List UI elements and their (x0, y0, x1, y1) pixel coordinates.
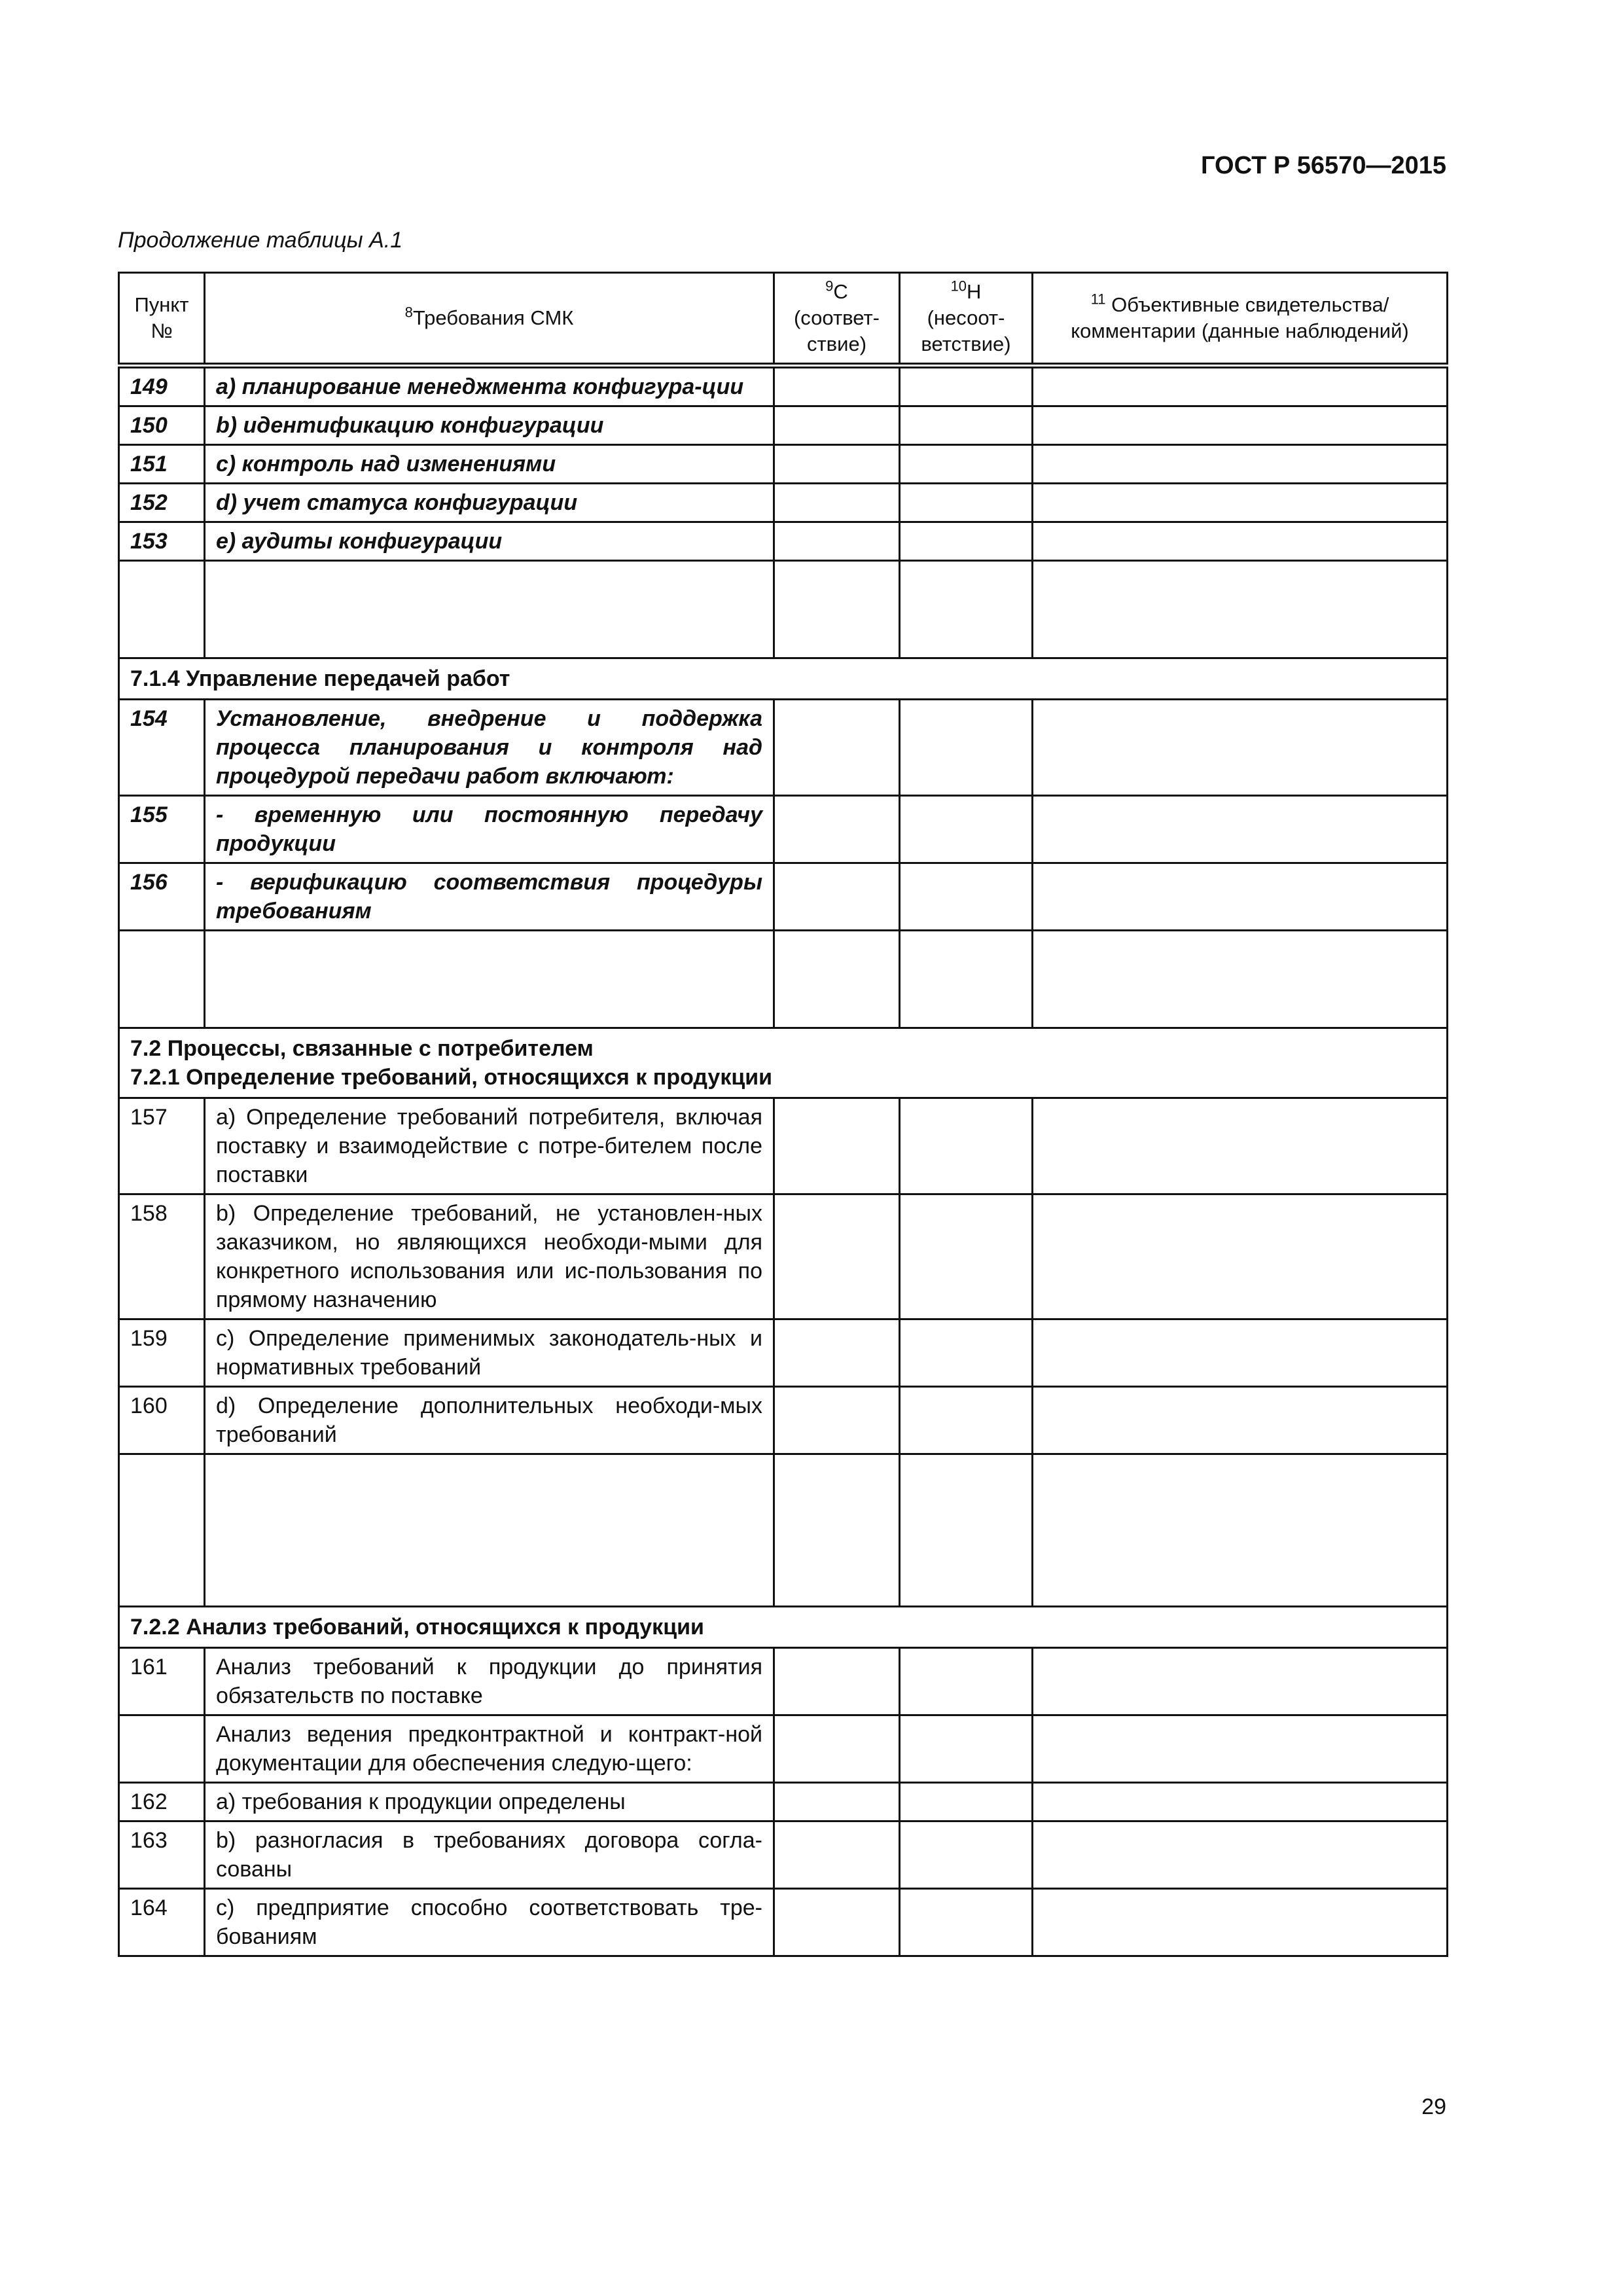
conformity-cell (774, 406, 900, 445)
conformity-cell (774, 1387, 900, 1454)
header-evidence-label: Объективные свидетельства/ комментарии (данные наблюдений) (1071, 293, 1409, 342)
evidence-cell (1033, 796, 1448, 863)
empty-cell (1033, 931, 1448, 1028)
empty-cell (900, 1454, 1033, 1607)
nonconformity-cell (900, 1387, 1033, 1454)
empty-cell (774, 931, 900, 1028)
item-number: 151 (119, 445, 205, 484)
nonconformity-cell (900, 863, 1033, 931)
header-conformity-letter: С (833, 280, 848, 303)
conformity-cell (774, 1319, 900, 1387)
nonconformity-cell (900, 484, 1033, 522)
table-row (119, 796, 1448, 863)
table-row (119, 522, 1448, 561)
table-row (119, 484, 1448, 522)
nonconformity-cell (900, 1715, 1033, 1783)
item-number (119, 1715, 205, 1783)
section-heading-row (119, 658, 1448, 700)
empty-cell (205, 1454, 774, 1607)
page-number: 29 (1421, 2094, 1446, 2119)
conformity-cell (774, 796, 900, 863)
table-body (119, 366, 1448, 1956)
conformity-cell (774, 1648, 900, 1715)
evidence-cell (1033, 1319, 1448, 1387)
blank-row (119, 561, 1448, 658)
conformity-cell (774, 1821, 900, 1889)
empty-cell (119, 561, 205, 658)
conformity-cell (774, 1098, 900, 1194)
nonconformity-cell (900, 1648, 1033, 1715)
evidence-cell (1033, 1648, 1448, 1715)
requirement-text: Анализ требований к продукции до принятия обязательств по поставке (205, 1648, 774, 1715)
empty-cell (1033, 1454, 1448, 1607)
nonconformity-cell (900, 1098, 1033, 1194)
evidence-cell (1033, 1889, 1448, 1956)
conformity-cell (774, 522, 900, 561)
nonconformity-cell (900, 445, 1033, 484)
section-heading-line: 7.2.2 Анализ требований, относящихся к продукции (130, 1615, 704, 1640)
nonconformity-cell (900, 796, 1033, 863)
header-requirements-label: Требования СМК (412, 306, 574, 329)
requirements-table (118, 272, 1448, 1957)
nonconformity-cell (900, 1194, 1033, 1319)
nonconformity-cell (900, 1889, 1033, 1956)
item-number: 154 (119, 700, 205, 796)
evidence-cell (1033, 1821, 1448, 1889)
table-row (119, 366, 1448, 406)
evidence-cell (1033, 1098, 1448, 1194)
conformity-cell (774, 1889, 900, 1956)
table-row (119, 1783, 1448, 1821)
section-heading-row (119, 1028, 1448, 1098)
empty-cell (900, 931, 1033, 1028)
item-number: 159 (119, 1319, 205, 1387)
header-nonconformity-letter: Н (967, 280, 982, 303)
item-number: 152 (119, 484, 205, 522)
requirement-text: Установление, внедрение и поддержка процесса планирования и контроля над процедурой передачи работ включают: (205, 700, 774, 796)
table-row (119, 1715, 1448, 1783)
table-row (119, 445, 1448, 484)
requirement-text: - верификацию соответствия процедуры требованиям (205, 863, 774, 931)
evidence-cell (1033, 700, 1448, 796)
nonconformity-cell (900, 522, 1033, 561)
item-number: 156 (119, 863, 205, 931)
section-heading (119, 658, 1448, 700)
conformity-cell (774, 484, 900, 522)
evidence-cell (1033, 1194, 1448, 1319)
evidence-cell (1033, 445, 1448, 484)
requirement-text: d) Определение дополнительных необходи-мых требований (205, 1387, 774, 1454)
conformity-cell (774, 1715, 900, 1783)
table-row (119, 1889, 1448, 1956)
table-row (119, 1387, 1448, 1454)
section-heading-line: 7.1.4 Управление передачей работ (130, 666, 510, 691)
evidence-cell (1033, 522, 1448, 561)
table-row (119, 406, 1448, 445)
table-row (119, 1648, 1448, 1715)
item-number: 149 (119, 366, 205, 406)
item-number: 162 (119, 1783, 205, 1821)
empty-cell (1033, 561, 1448, 658)
nonconformity-cell (900, 1319, 1033, 1387)
conformity-cell (774, 700, 900, 796)
evidence-cell (1033, 366, 1448, 406)
header-evidence (1033, 273, 1448, 366)
table-header-row (119, 273, 1448, 366)
table-row (119, 1821, 1448, 1889)
empty-cell (774, 561, 900, 658)
requirement-text: Анализ ведения предконтрактной и контракт-ной документации для обеспечения следую-щего: (205, 1715, 774, 1783)
section-heading-line: 7.2 Процессы, связанные с потребителем (130, 1036, 594, 1061)
conformity-cell (774, 1783, 900, 1821)
table-row (119, 700, 1448, 796)
nonconformity-cell (900, 700, 1033, 796)
item-number: 163 (119, 1821, 205, 1889)
blank-row (119, 1454, 1448, 1607)
header-item-number: Пункт № (119, 273, 205, 366)
header-nonconformity (900, 273, 1033, 366)
requirement-text: d) учет статуса конфигурации (205, 484, 774, 522)
evidence-cell (1033, 484, 1448, 522)
empty-cell (774, 1454, 900, 1607)
section-heading (119, 1607, 1448, 1648)
table-row (119, 1098, 1448, 1194)
evidence-cell (1033, 863, 1448, 931)
table-continuation-caption: Продолжение таблицы А.1 (118, 228, 403, 253)
empty-cell (900, 561, 1033, 658)
item-number: 150 (119, 406, 205, 445)
header-requirements (205, 273, 774, 366)
item-number: 157 (119, 1098, 205, 1194)
document-id: ГОСТ Р 56570—2015 (1201, 152, 1446, 179)
header-evidence-sup: 11 (1090, 291, 1106, 308)
section-heading-row (119, 1607, 1448, 1648)
header-nonconformity-text: (несоот-ветствие) (921, 306, 1011, 355)
nonconformity-cell (900, 1821, 1033, 1889)
header-conformity (774, 273, 900, 366)
requirement-text: e) аудиты конфигурации (205, 522, 774, 561)
section-heading (119, 1028, 1448, 1098)
requirement-text: c) контроль над изменениями (205, 445, 774, 484)
section-heading-line: 7.2.1 Определение требований, относящихся к продукции (130, 1065, 773, 1090)
header-conformity-sup: 9 (825, 278, 834, 295)
empty-cell (119, 931, 205, 1028)
evidence-cell (1033, 1783, 1448, 1821)
evidence-cell (1033, 406, 1448, 445)
item-number: 153 (119, 522, 205, 561)
nonconformity-cell (900, 1783, 1033, 1821)
empty-cell (205, 931, 774, 1028)
empty-cell (119, 1454, 205, 1607)
nonconformity-cell (900, 366, 1033, 406)
blank-row (119, 931, 1448, 1028)
requirement-text: c) предприятие способно соответствовать тре-бованиям (205, 1889, 774, 1956)
item-number: 160 (119, 1387, 205, 1454)
conformity-cell (774, 1194, 900, 1319)
header-requirements-sup: 8 (404, 304, 413, 321)
nonconformity-cell (900, 406, 1033, 445)
conformity-cell (774, 863, 900, 931)
header-conformity-text: (соответ-ствие) (793, 306, 880, 355)
item-number: 155 (119, 796, 205, 863)
item-number: 158 (119, 1194, 205, 1319)
requirement-text: a) Определение требований потребителя, включая поставку и взаимодействие с потре-бителем после поставки (205, 1098, 774, 1194)
header-nonconformity-sup: 10 (950, 278, 967, 295)
requirement-text: b) разногласия в требованиях договора согла-сованы (205, 1821, 774, 1889)
table-row (119, 863, 1448, 931)
empty-cell (205, 561, 774, 658)
requirement-text: b) идентификацию конфигурации (205, 406, 774, 445)
item-number: 161 (119, 1648, 205, 1715)
requirement-text: a) требования к продукции определены (205, 1783, 774, 1821)
table-row (119, 1319, 1448, 1387)
conformity-cell (774, 445, 900, 484)
item-number: 164 (119, 1889, 205, 1956)
requirement-text: - временную или постоянную передачу продукции (205, 796, 774, 863)
requirement-text: a) планирование менеджмента конфигура-ции (205, 366, 774, 406)
table-row (119, 1194, 1448, 1319)
evidence-cell (1033, 1715, 1448, 1783)
evidence-cell (1033, 1387, 1448, 1454)
requirement-text: b) Определение требований, не установлен-ных заказчиком, но являющихся необходи-мыми для конкретного использования или ис-пользования по прямому назначению (205, 1194, 774, 1319)
conformity-cell (774, 366, 900, 406)
requirement-text: c) Определение применимых законодатель-ных и нормативных требований (205, 1319, 774, 1387)
